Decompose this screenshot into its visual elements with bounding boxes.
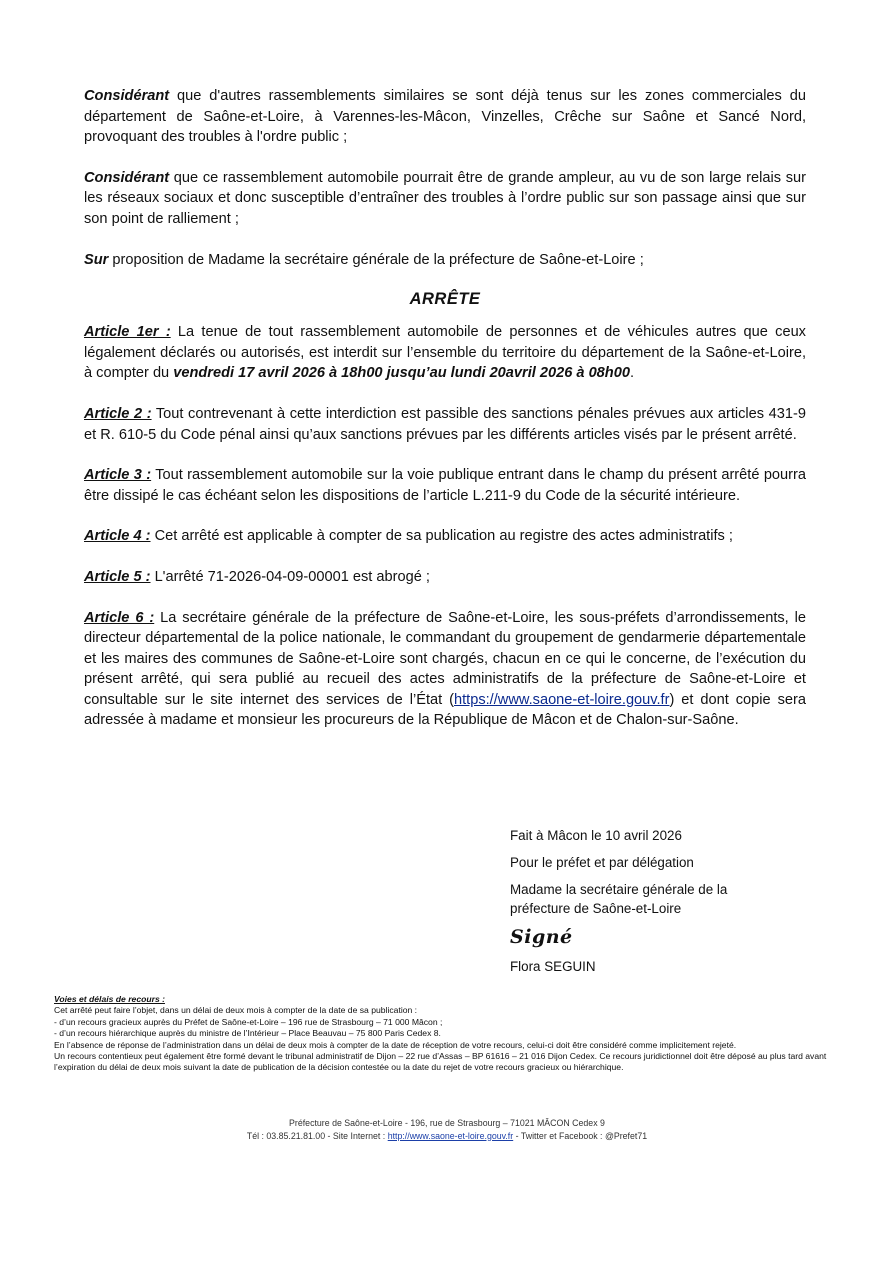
document-body bbox=[84, 86, 806, 751]
article-3-text: Tout rassemblement automobile sur la voie publique entrant dans le champ du présent arrêté pourra être dissipé le cas échéant selon les dispositions de l’article L.211-9 du Code de la sécurité intérieure. bbox=[84, 467, 807, 504]
article-4-label: Article 4 : bbox=[84, 528, 151, 545]
considerant-2 bbox=[84, 168, 806, 230]
article-2-text: Tout contrevenant à cette interdiction est passible des sanctions pénales prévues aux articles 431-9 et R. 610-5 du Code pénal ainsi qu’aux sanctions prévues par les différents articles visés par le présent arrêté. bbox=[84, 405, 806, 443]
footer-address: Préfecture de Saône-et-Loire - 196, rue de Strasbourg – 71021 MÂCON Cedex 9 bbox=[289, 1118, 605, 1128]
article-1-text: La tenue de tout rassemblement automobile de personnes et de véhicules autres que ceux légalement déclarés ou autorisés, est interdit sur l’ensemble du territoire du département de la Saône-et-Loire, à compter du bbox=[84, 324, 806, 382]
signature-delegation: Pour le préfet et par délégation bbox=[510, 855, 694, 870]
signature-role-line-1: Madame la secrétaire générale de la bbox=[510, 882, 728, 897]
proposition bbox=[84, 250, 806, 271]
appeal-notice-line: Un recours contentieux peut également être formé devant le tribunal administratif de Dijon – 22 rue d’Assas – BP 61616 – 21 016 Dijon Cedex. Ce recours juridictionnel doit être déposé au plus tard avant l’expiration du délai de deux mois suivant la date de publication de la décision contestée ou la date du rejet de votre recours gracieux ou hiérarchique. bbox=[54, 1051, 827, 1073]
article-4-text: Cet arrêté est applicable à compter de sa publication au registre des actes administratifs ; bbox=[150, 528, 733, 545]
article-2-label: Article 2 : bbox=[84, 405, 152, 422]
article-1-dates: vendredi 17 avril 2026 à 18h00 jusqu’au lundi 20avril 2026 à 08h00 bbox=[173, 365, 630, 382]
signatory-name: Flora SEGUIN bbox=[510, 959, 596, 974]
page-footer bbox=[0, 1117, 894, 1142]
considerant-2-text: que ce rassemblement automobile pourrait être de grande ampleur, au vu de son large relais sur les réseaux sociaux et donc susceptible d’entraîner des troubles à l’ordre public sur son passage ainsi que sur son point de ralliement ; bbox=[84, 169, 806, 227]
article-1-label: Article 1er : bbox=[84, 324, 171, 341]
article-6-label: Article 6 : bbox=[84, 609, 155, 626]
arrete-heading: ARRÊTE bbox=[409, 290, 481, 309]
article-5-text: L'arrêté 71-2026-04-09-00001 est abrogé ; bbox=[150, 568, 430, 585]
article-2 bbox=[84, 404, 806, 445]
article-6-end: ) et dont copie sera adressée à madame et monsieur les procureurs de la République de Mâcon et de Chalon-sur-Saône. bbox=[84, 691, 806, 729]
signature-place-date: Fait à Mâcon le 10 avril 2026 bbox=[510, 828, 682, 843]
footer-social: - Twitter et Facebook : @Prefet71 bbox=[513, 1130, 648, 1141]
proposition-lead: Sur bbox=[84, 251, 109, 268]
appeal-notice-line: - d’un recours hiérarchique auprès du ministre de l’Intérieur – Place Beauvau – 75 800 Paris Cedex 8. bbox=[54, 1028, 441, 1039]
signed-mark: Signé bbox=[510, 926, 573, 948]
appeal-notice-line: Cet arrêté peut faire l’objet, dans un délai de deux mois à compter de la date de sa publication : bbox=[54, 1005, 418, 1016]
considerant-2-lead: Considérant bbox=[84, 169, 170, 186]
appeal-notice-line: - d’un recours gracieux auprès du Préfet de Saône-et-Loire – 196 rue de Strasbourg – 71 000 Mâcon ; bbox=[54, 1016, 443, 1027]
footer-contact bbox=[0, 1130, 894, 1143]
article-5-label: Article 5 : bbox=[84, 568, 151, 585]
considerant-1-text: que d'autres rassemblements similaires se sont déjà tenus sur les zones commerciales du département de Saône-et-Loire, à Varennes-les-Mâcon, Vinzelles, Crêche sur Saône et Sancé Nord, provoquant des troubles à l'ordre public ; bbox=[84, 88, 806, 146]
article-3 bbox=[84, 465, 806, 506]
footer-site-link[interactable]: http://www.saone-et-loire.gouv.fr bbox=[387, 1130, 514, 1141]
signature-block bbox=[510, 826, 770, 984]
article-6 bbox=[84, 608, 806, 732]
article-6-text: La secrétaire générale de la préfecture de Saône-et-Loire, les sous-préfets d’arrondissements, le directeur départemental de la police nationale, le commandant du groupement de gendarmerie départementale et les maires des communes de Saône-et-Loire sont chargés, chacun en ce qui le concerne, de l’exécution du présent arrêté, qui sera publié au recueil des actes administratifs de la préfecture de Saône-et-Loire et consultable sur le site internet des services de l’État ( bbox=[84, 609, 806, 708]
footer-tel: Tél : 03.85.21.81.00 - Site Internet : bbox=[246, 1130, 388, 1141]
considerant-1-lead: Considérant bbox=[84, 88, 170, 104]
article-1 bbox=[84, 322, 806, 384]
article-1-end: . bbox=[629, 365, 635, 382]
article-5 bbox=[84, 567, 806, 588]
appeal-notice-line: En l’absence de réponse de l’administration dans un délai de deux mois à compter de la date de réception de votre recours, celui-ci doit être considéré comme implicitement rejeté. bbox=[54, 1039, 737, 1050]
appeal-notice bbox=[54, 994, 854, 1074]
article-3-label: Article 3 : bbox=[84, 467, 152, 484]
considerant-1 bbox=[84, 86, 806, 148]
signature-role-line-2: préfecture de Saône-et-Loire bbox=[510, 901, 682, 916]
prefecture-website-link[interactable]: https://www.saone-et-loire.gouv.fr bbox=[453, 691, 670, 708]
appeal-notice-title: Voies et délais de recours : bbox=[54, 994, 165, 1004]
article-4 bbox=[84, 526, 806, 547]
proposition-text: proposition de Madame la secrétaire générale de la préfecture de Saône-et-Loire ; bbox=[108, 251, 644, 268]
